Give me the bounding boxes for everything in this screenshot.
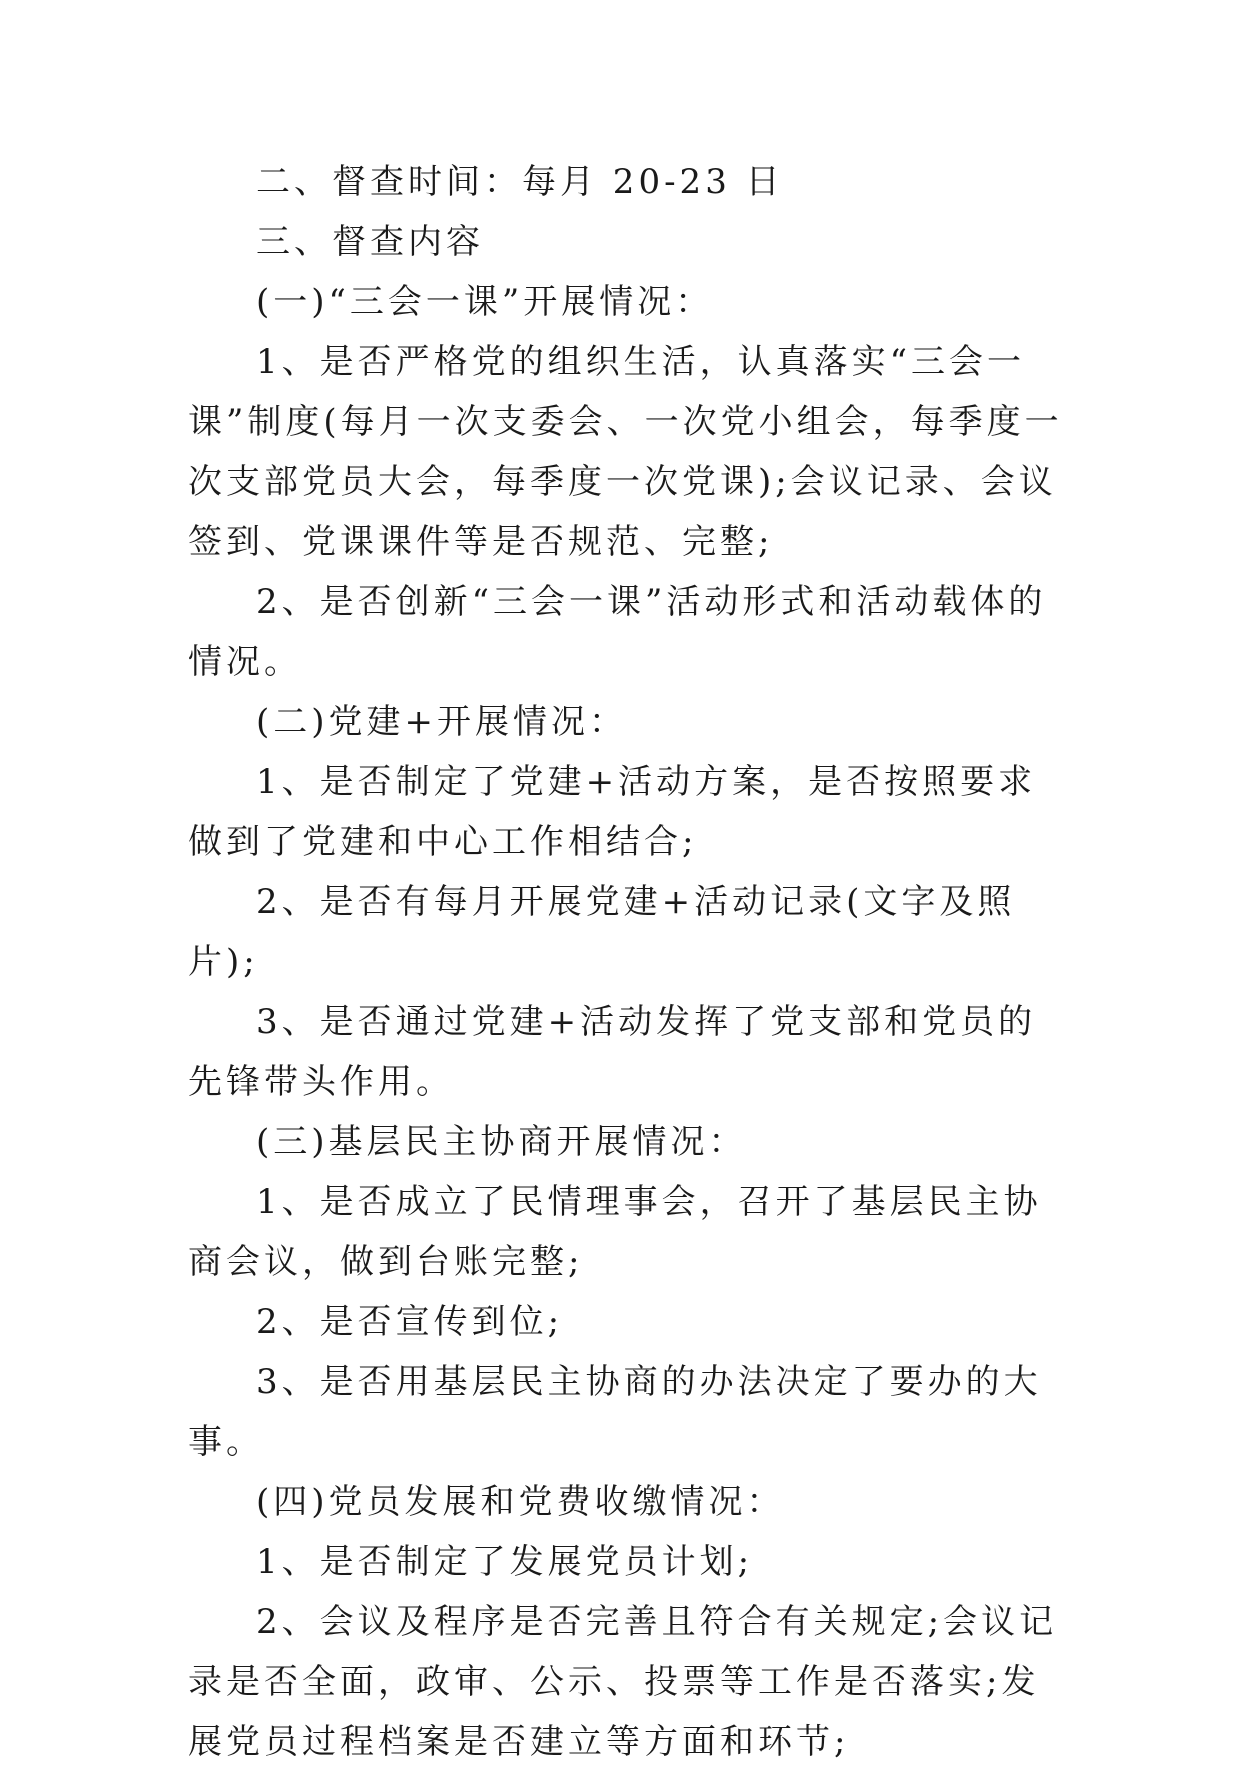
paragraph: 2、会议及程序是否完善且符合有关规定;会议记录是否全面，政审、公示、投票等工作是否落实;发展党员过程档案是否建立等方面和环节; — [188, 1602, 1058, 1762]
paragraph: 1、是否制定了党建+活动方案，是否按照要求做到了党建和中心工作相结合; — [188, 762, 1037, 862]
paragraph: 三、督查内容 — [256, 222, 484, 262]
paragraph: 1、是否严格党的组织生活，认真落实“三会一课”制度(每月一次支委会、一次党小组会，每季度一次支部党员大会，每季度一次党课);会议记录、会议签到、党课课件等是否规范、完整; — [188, 342, 1063, 562]
paragraph: (一)“三会一课”开展情况： — [256, 282, 714, 322]
document-body — [188, 152, 1068, 1772]
paragraph: 2、是否宣传到位; — [256, 1302, 564, 1342]
paragraph: 3、是否用基层民主协商的办法决定了要办的大事。 — [188, 1362, 1042, 1462]
paragraph: 二、督查时间：每月 20-23 日 — [256, 162, 784, 202]
paragraph: 1、是否成立了民情理事会，召开了基层民主协商会议，做到台账完整; — [188, 1182, 1042, 1282]
paragraph: (四)党员发展和党费收缴情况： — [256, 1482, 785, 1522]
paragraph: 2、是否有每月开展党建+活动记录(文字及照片); — [188, 882, 1016, 982]
paragraph: (三)基层民主协商开展情况： — [256, 1122, 747, 1162]
paragraph: 2、是否创新“三会一课”活动形式和活动载体的情况。 — [188, 582, 1047, 682]
paragraph: (二)党建+开展情况： — [256, 702, 628, 742]
paragraph: 1、是否制定了发展党员计划; — [256, 1542, 754, 1582]
paragraph: 3、是否通过党建+活动发挥了党支部和党员的先锋带头作用。 — [188, 1002, 1037, 1102]
